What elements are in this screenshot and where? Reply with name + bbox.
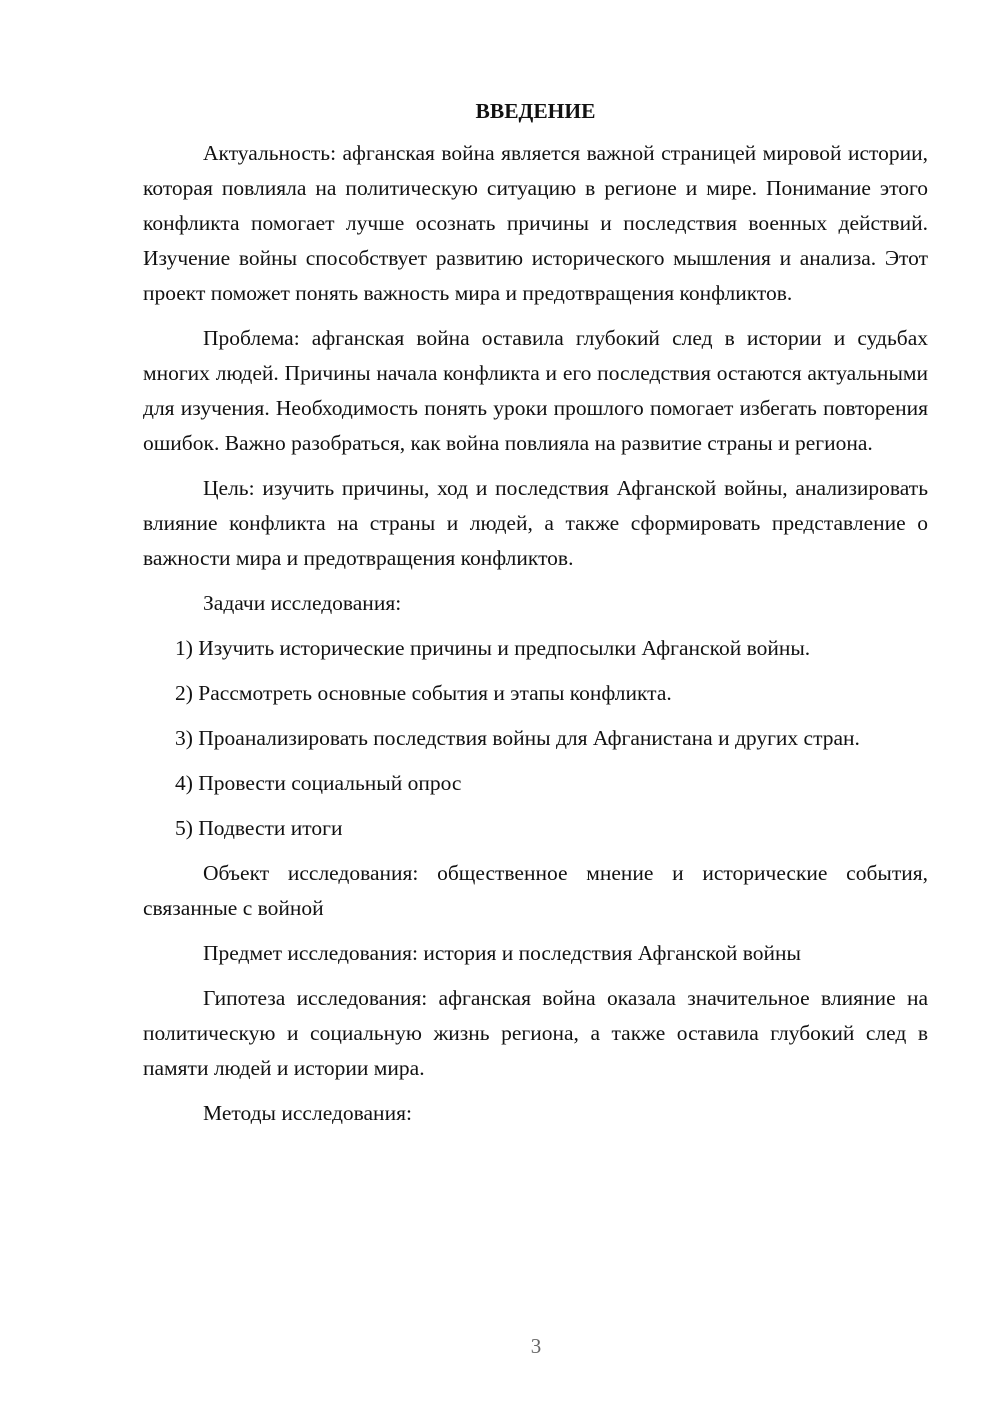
goal-paragraph: Цель: изучить причины, ход и последствия Афганской войны, анализировать влияние конфликта на страны и людей, а также сформировать представление о важности мира и предотвращения конфликтов.: [143, 476, 928, 570]
task-item: 3) Проанализировать последствия войны для Афганистана и других стран.: [175, 726, 860, 750]
methods-heading: Методы исследования:: [203, 1101, 412, 1125]
page-number: 3: [530, 1334, 542, 1358]
research-object-paragraph: Объект исследования: общественное мнение и исторические события, связанные с войной: [143, 861, 928, 920]
relevance-paragraph: Актуальность: афганская война является важной страницей мировой истории, которая повлияла на политическую ситуацию в регионе и мире. Понимание этого конфликта помогает лучше осознать причины и последствия военных действий. Изучение войны способствует развитию исторического мышления и анализа. Этот проект поможет понять важность мира и предотвращения конфликтов.: [143, 141, 928, 305]
hypothesis-paragraph: Гипотеза исследования: афганская война оказала значительное влияние на политическую и социальную жизнь региона, а также оставила глубокий след в памяти людей и истории мира.: [143, 986, 928, 1080]
task-item: 1) Изучить исторические причины и предпосылки Афганской войны.: [175, 636, 811, 660]
task-item: 2) Рассмотреть основные события и этапы конфликта.: [175, 681, 672, 705]
page-title: ВВЕДЕНИЕ: [475, 99, 596, 123]
problem-paragraph: Проблема: афганская война оставила глубокий след в истории и судьбах многих людей. Причины начала конфликта и его последствия остаются актуальными для изучения. Необходимость понять уроки прошлого помогает избегать повторения ошибок. Важно разобраться, как война повлияла на развитие страны и региона.: [143, 326, 928, 455]
document-body: [143, 96, 928, 1141]
tasks-heading: Задачи исследования:: [203, 591, 402, 615]
task-item: 5) Подвести итоги: [175, 816, 343, 840]
research-subject-paragraph: Предмет исследования: история и последствия Афганской войны: [203, 941, 802, 965]
task-item: 4) Провести социальный опрос: [175, 771, 462, 795]
